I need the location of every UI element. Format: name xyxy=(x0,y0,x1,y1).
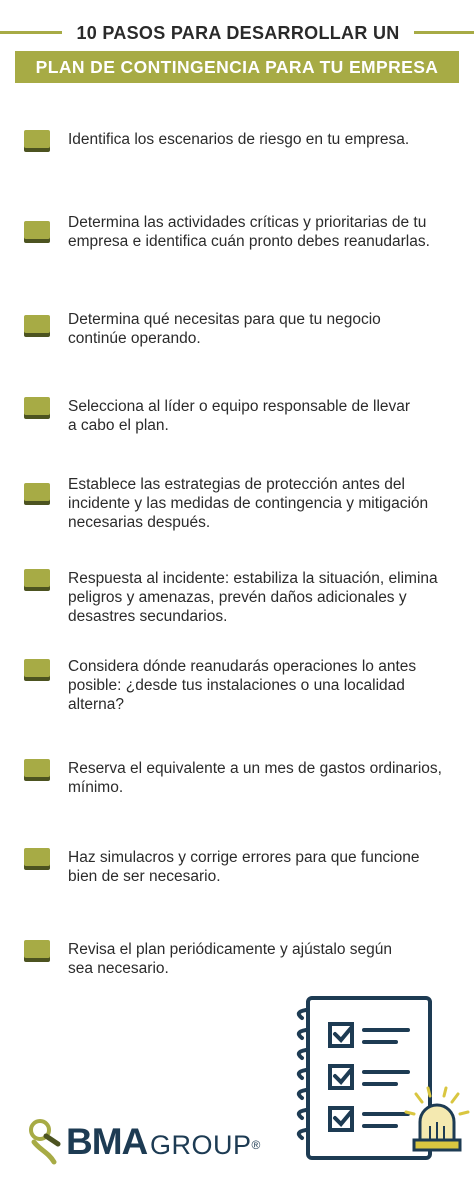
logo-suffix xyxy=(150,1129,261,1161)
bullet-square-icon xyxy=(24,483,50,501)
step-text xyxy=(68,657,466,714)
step-text-line: bien de ser necesario. xyxy=(68,868,221,885)
step-text-line: Determina qué necesitas para que tu negocio xyxy=(68,311,381,328)
step-text-line: Considera dónde reanudarás operaciones lo antes xyxy=(68,658,417,675)
step-text-line: posible: ¿desde tus instalaciones o una localidad xyxy=(68,677,405,694)
step-text-line: Determina las actividades críticas y prioritarias de tu xyxy=(68,214,427,231)
step-text-line: Respuesta al incidente: estabiliza la situación, elimina xyxy=(68,570,438,587)
bullet-square-icon xyxy=(24,221,50,239)
step-text-line: empresa e identifica cuán pronto debes reanudarlas. xyxy=(68,233,430,250)
bullet-square-icon xyxy=(24,659,50,677)
step-text xyxy=(68,940,466,978)
bullet-square-icon xyxy=(24,130,50,148)
title-rule-right xyxy=(414,31,474,34)
step-text xyxy=(68,759,466,797)
step-text xyxy=(68,569,466,626)
logo-brand: BMA xyxy=(66,1121,148,1162)
step-text xyxy=(68,310,466,348)
logo-registered-mark: ® xyxy=(251,1138,261,1152)
logo-suffix-text: GROUP xyxy=(150,1130,252,1160)
bullet-square-icon xyxy=(24,569,50,587)
step-text xyxy=(68,475,466,532)
step-text-line: incidente y las medidas de contingencia y mitigación xyxy=(68,495,429,512)
step-text-line: sea necesario. xyxy=(68,960,169,977)
bullet-square-icon xyxy=(24,759,50,777)
step-text-line: continúe operando. xyxy=(68,330,201,347)
step-text xyxy=(68,397,466,435)
step-text-line: necesarias después. xyxy=(68,514,211,531)
checklist-notebook-icon xyxy=(290,990,470,1165)
logo-person-icon xyxy=(26,1112,70,1168)
step-text-line: Reserva el equivalente a un mes de gastos ordinarios, xyxy=(68,760,442,777)
step-text-line: Revisa el plan periódicamente y ajústalo según xyxy=(68,941,392,958)
step-text-line: Selecciona al líder o equipo responsable de llevar xyxy=(68,398,411,415)
step-text xyxy=(68,848,466,886)
step-text-line: Identifica los escenarios de riesgo en tu empresa. xyxy=(68,131,410,148)
bullet-square-icon xyxy=(24,848,50,866)
bullet-square-icon xyxy=(24,397,50,415)
step-text-line: Haz simulacros y corrige errores para que funcione xyxy=(68,849,420,866)
bullet-square-icon xyxy=(24,940,50,958)
title-banner: PLAN DE CONTINGENCIA PARA TU EMPRESA xyxy=(15,51,459,83)
bullet-square-icon xyxy=(24,315,50,333)
step-text-line: desastres secundarios. xyxy=(68,608,228,625)
bma-group-logo xyxy=(26,1112,261,1168)
title-text-1: 10 PASOS PARA DESARROLLAR UN xyxy=(76,23,400,43)
step-text-line: alterna? xyxy=(68,696,125,713)
step-text-line: Establece las estrategias de protección antes del xyxy=(68,476,405,493)
title-line-1 xyxy=(0,20,474,46)
step-text xyxy=(68,213,466,251)
step-text xyxy=(68,130,466,149)
title-rule-left xyxy=(0,31,62,34)
step-text-line: mínimo. xyxy=(68,779,124,796)
step-text-line: peligros y amenazas, prevén daños adicionales y xyxy=(68,589,407,606)
step-text-line: a cabo el plan. xyxy=(68,417,169,434)
